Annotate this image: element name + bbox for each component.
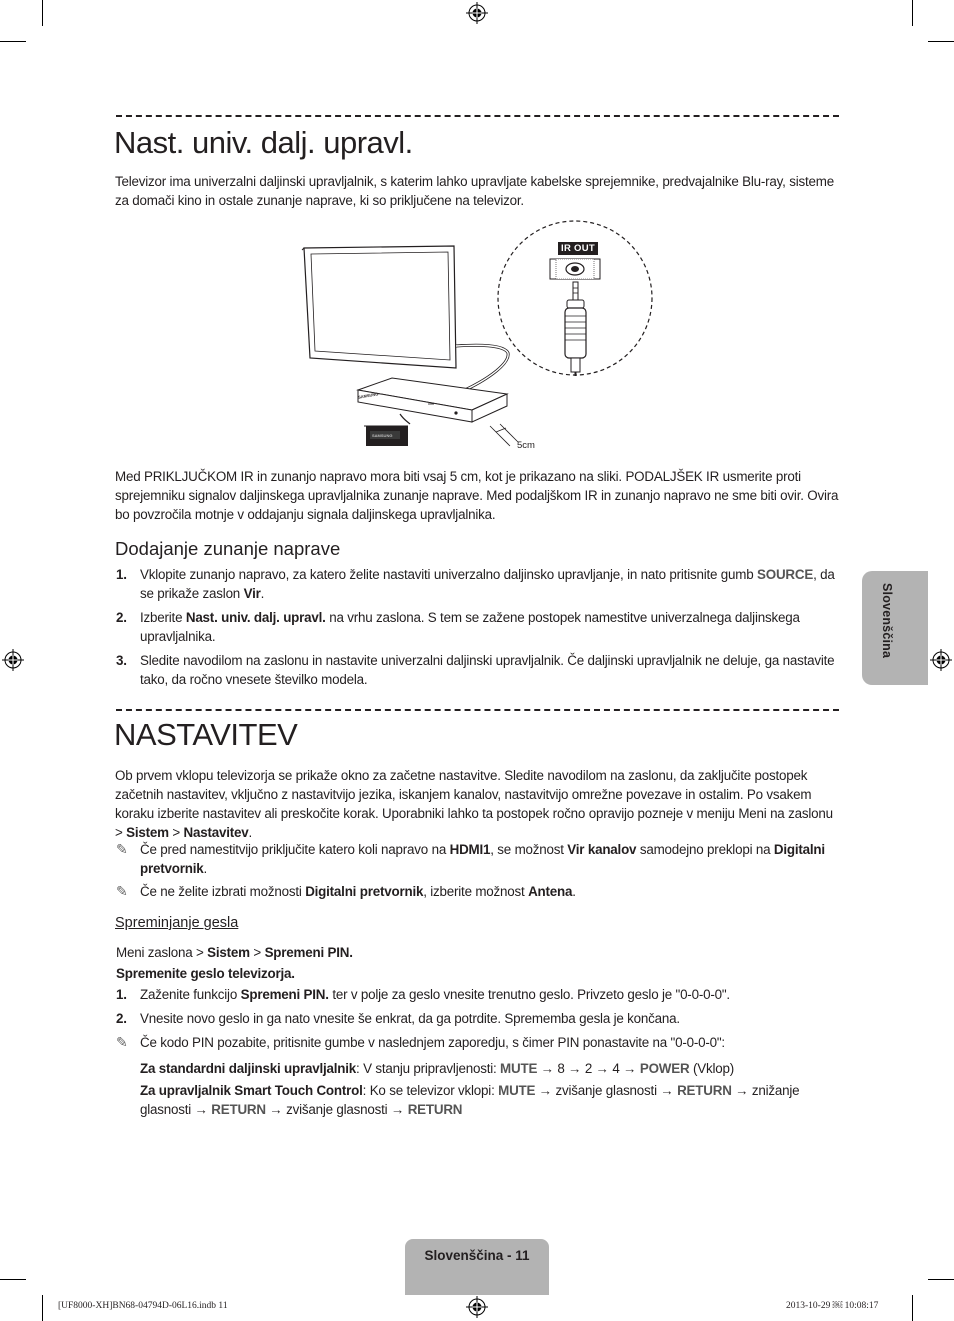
registration-mark-icon (466, 2, 488, 24)
page-number-tab (405, 1239, 549, 1295)
section-divider (116, 115, 839, 117)
step-2: 2. Izberite Nast. univ. dalj. upravl. na vrhu zaslona. S tem se zažene postopek namestitve univerzalnega daljinskega upravljalnika. (116, 610, 800, 644)
pin-reset-note: ✎ Če kodo PIN pozabite, pritisnite gumbe v naslednjem zaporedju, s čimer PIN ponastavite na "0-0-0-0": (116, 1034, 725, 1050)
step-number: 3. (116, 653, 127, 668)
pencil-note-icon: ✎ (116, 841, 128, 857)
extender-brand-label: SAMSUNG (372, 433, 393, 438)
pin-step-2: 2. Vnesite novo geslo in ga nato vnesite še enkrat, da ga potrdite. Sprememba gesla je končana. (116, 1011, 680, 1026)
crop-mark (928, 1279, 954, 1280)
side-tab-label: Slovenščina (880, 583, 894, 659)
step-number: 2. (116, 610, 127, 625)
pin-menu-path: Meni zaslona > Sistem > Spremeni PIN. (116, 945, 353, 960)
step-number: 1. (116, 987, 127, 1002)
print-info-right: 2013-10-29 ￼ 10:08:17 (786, 1301, 879, 1311)
crop-mark (912, 0, 913, 26)
pin-reset-smart: Za upravljalnik Smart Touch Control: Ko se televizor vklopi: MUTE → zvišanje glasnosti → RETURN → znižanje glasnosti → RETURN → zvišanje glasnosti → RETURN (140, 1083, 800, 1117)
ir-connection-figure (300, 218, 660, 458)
language-side-tab (862, 571, 928, 685)
registration-mark-icon (930, 649, 952, 671)
section-divider (116, 709, 839, 711)
pin-subtitle: Spremenite geslo televizorja. (116, 966, 295, 981)
print-info-left: [UF8000-XH]BN68-04794D-06L16.indb 11 (58, 1301, 228, 1311)
step-3: 3. Sledite navodilom na zaslonu in nastavite univerzalni daljinski upravljalnik. Če daljinski upravljalnik ne deluje, ga nastavite tako, da ročno vnesete številko modela. (116, 653, 835, 687)
pencil-note-icon: ✎ (116, 1034, 128, 1050)
crop-mark (928, 41, 954, 42)
crop-mark (42, 1295, 43, 1321)
pin-step-1: 1. Zaženite funkcijo Spremeni PIN. ter v polje za geslo vnesite trenutno geslo. Privzeto geslo je "0-0-0-0". (116, 987, 730, 1002)
intro-paragraph: Televizor ima univerzalni daljinski upravljalnik, s katerim lahko upravljate kabelske sprejemnike, predvajalnike Blu-ray, sisteme za domači kino in ostale zunanje naprave, ki so priključene na televizor. (115, 174, 834, 208)
pencil-note-icon: ✎ (116, 883, 128, 899)
note-hdmi: ✎ Če pred namestitvijo priključite katero koli napravo na HDMI1, se možnost Vir kanalov samodejno preklopi na Digitalni pretvornik. (116, 841, 825, 876)
crop-mark (0, 41, 26, 42)
registration-mark-icon (466, 1296, 488, 1318)
pin-reset-standard: Za standardni daljinski upravljalnik: V stanju pripravljenosti: MUTE → 8 → 2 → 4 → POWER (Vklop) (140, 1061, 734, 1076)
placement-paragraph: Med PRIKLJUČKOM IR in zunanjo napravo mora biti vsaj 5 cm, kot je prikazano na sliki. PODALJŠEK IR usmerite proti sprejemniku signalov daljinskega upravljalnika zunanje naprave. Med podaljškom IR in zunanjo napravo ne sme biti ovir. Ovira bo povzročila motnje v oddajanju signala daljinskega upravljalnika. (115, 469, 839, 522)
step-1: 1. Vklopite zunanjo napravo, za katero želite nastaviti univerzalno daljinsko upravljanje, in nato pritisnite gumb SOURCE, da se prikaže zaslon Vir. (116, 567, 835, 601)
distance-label: 5cm (517, 440, 535, 451)
pin-section-title: Spreminjanje gesla (115, 915, 239, 931)
page-number: Slovenščina - 11 (424, 1248, 530, 1263)
brand-label: SAMSUNG (357, 391, 379, 400)
crop-mark (912, 1295, 913, 1321)
section-title: NASTAVITEV (114, 717, 298, 752)
crop-mark (0, 1279, 26, 1280)
step-number: 2. (116, 1011, 127, 1026)
registration-mark-icon (2, 649, 24, 671)
setup-paragraph: Ob prvem vklopu televizorja se prikaže okno za začetne nastavitve. Sledite navodilom na zaslonu, da zaključite postopek začetnih nastavitev, vključno z nastavitvijo jezika, iskanjem kanalov, nastavitvijo omrežne povezave in ostalim. Po vsakem koraku izberite nastavitev ali preskočite korak. Uporabniki lahko ta postopek ročno opravijo pozneje v meniju Meni na zaslonu > Sistem > Nastavitev. (115, 768, 833, 840)
ir-out-label: IR OUT (561, 243, 595, 254)
step-number: 1. (116, 567, 127, 582)
subsection-title: Dodajanje zunanje naprave (115, 538, 341, 559)
note-antenna: ✎ Če ne želite izbrati možnosti Digitalni pretvornik, izberite možnost Antena. (116, 883, 576, 899)
section-title: Nast. univ. dalj. upravl. (114, 125, 413, 160)
crop-mark (42, 0, 43, 26)
